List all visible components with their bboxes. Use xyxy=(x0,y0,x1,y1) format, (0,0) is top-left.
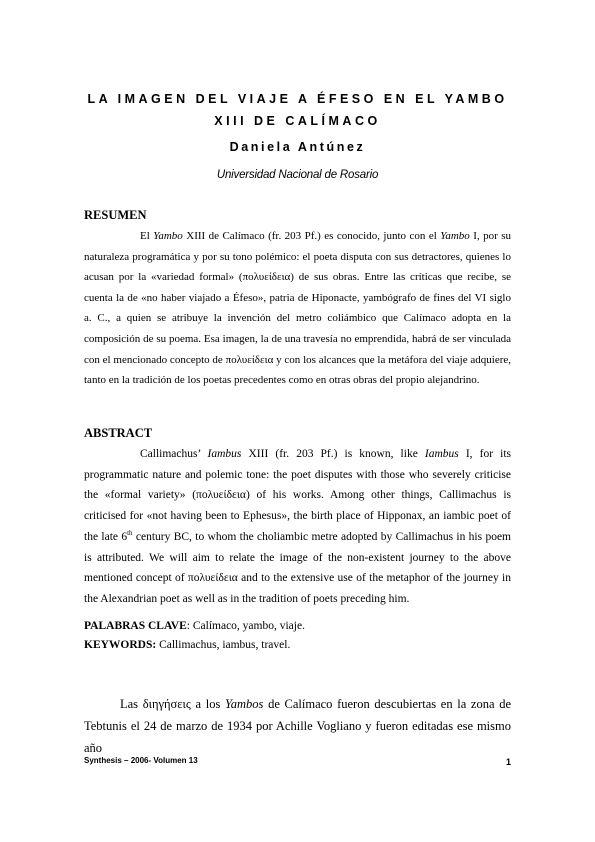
body-text: Las διηγήσεις a los xyxy=(120,697,225,711)
resumen-text: Yambo xyxy=(153,230,183,242)
resumen-text: El xyxy=(140,230,154,242)
author-affiliation: Universidad Nacional de Rosario xyxy=(216,169,379,181)
keywords-en xyxy=(84,639,511,651)
body-paragraph xyxy=(84,693,511,759)
superscript: th xyxy=(127,528,133,537)
page-number: 1 xyxy=(505,757,511,767)
abstract-text: Iambus xyxy=(424,448,459,460)
footer-journal: Synthesis – 2006- Volumen 13 xyxy=(84,756,198,765)
author-name: Daniela Antúnez xyxy=(229,140,366,154)
abstract-text: Iambus xyxy=(207,448,242,460)
article-title: LA IMAGEN DEL VIAJE A ÉFESO EN EL YAMBO XIII DE CALÍMACO xyxy=(87,92,508,128)
body-text: Yambos xyxy=(224,697,264,711)
resumen-text: I, por su naturaleza programática y por su tono polémico: el poeta disputa con sus detractores, quienes lo acusan por la «variedad formal» (πολυείδεια) de sus obras. Entre las críticas que recibe, se cuenta la de «no haber viajado a Éfeso», patria de Hiponacte, yambógrafo de fines del VI siglo a. C., a quien se atribuye la invención del metro coliámbico que Calímaco adopta en la composición de su poema. Esa imagen, la de una travesía no emprendida, habrá de ser vinculada con el mencionado concepto de πολυείδεια y con los alcances que la metáfora del viaje adquiere, tanto en la tradición de los poetas precedentes como en otras obras del propio alejandrino. xyxy=(84,230,512,387)
abstract-text: century BC, to whom the choliambic metre adopted by Callimachus in his poem is attributed. We will aim to relate the image of the non-existent journey to the above mentioned concept of πολυείδεια and to the extensive use of the metaphor of the journey in the Alexandrian poet as well as in the tradition of poets preceding him. xyxy=(84,530,511,605)
resumen-paragraph xyxy=(84,226,511,391)
body-text: de Calímaco fueron descubiertas en la zona de Tebtunis el 24 de marzo de 1934 por Achille Vogliano y fueron editadas ese mismo año xyxy=(84,697,511,755)
resumen-text: XIII de Calímaco (fr. 203 Pf.) es conocido, junto con el xyxy=(182,230,441,242)
abstract-text: I, for its programmatic nature and polemic tone: the poet disputes with those who severely criticise the «formal variety» (πολυείδεια) of his works. Among other things, Callimachus is criticised for «not having been to Ephesus», the birth place of Hipponax, an iambic poet of the late 6 xyxy=(84,448,511,543)
keywords-es xyxy=(84,620,511,632)
keywords-en-label: KEYWORDS: xyxy=(84,639,157,651)
keywords-en-value: Callimachus, iambus, travel. xyxy=(156,639,291,651)
resumen-heading: RESUMEN xyxy=(84,208,147,222)
keywords-es-label: PALABRAS CLAVE xyxy=(84,620,187,632)
abstract-text: XIII (fr. 203 Pf.) is known, like xyxy=(241,448,425,460)
abstract-text: Callimachus’ xyxy=(140,448,208,460)
keywords-es-value: : Calímaco, yambo, viaje. xyxy=(186,620,305,632)
abstract-heading: ABSTRACT xyxy=(84,426,153,440)
abstract-paragraph xyxy=(84,444,511,610)
resumen-text: Yambo xyxy=(440,230,470,242)
